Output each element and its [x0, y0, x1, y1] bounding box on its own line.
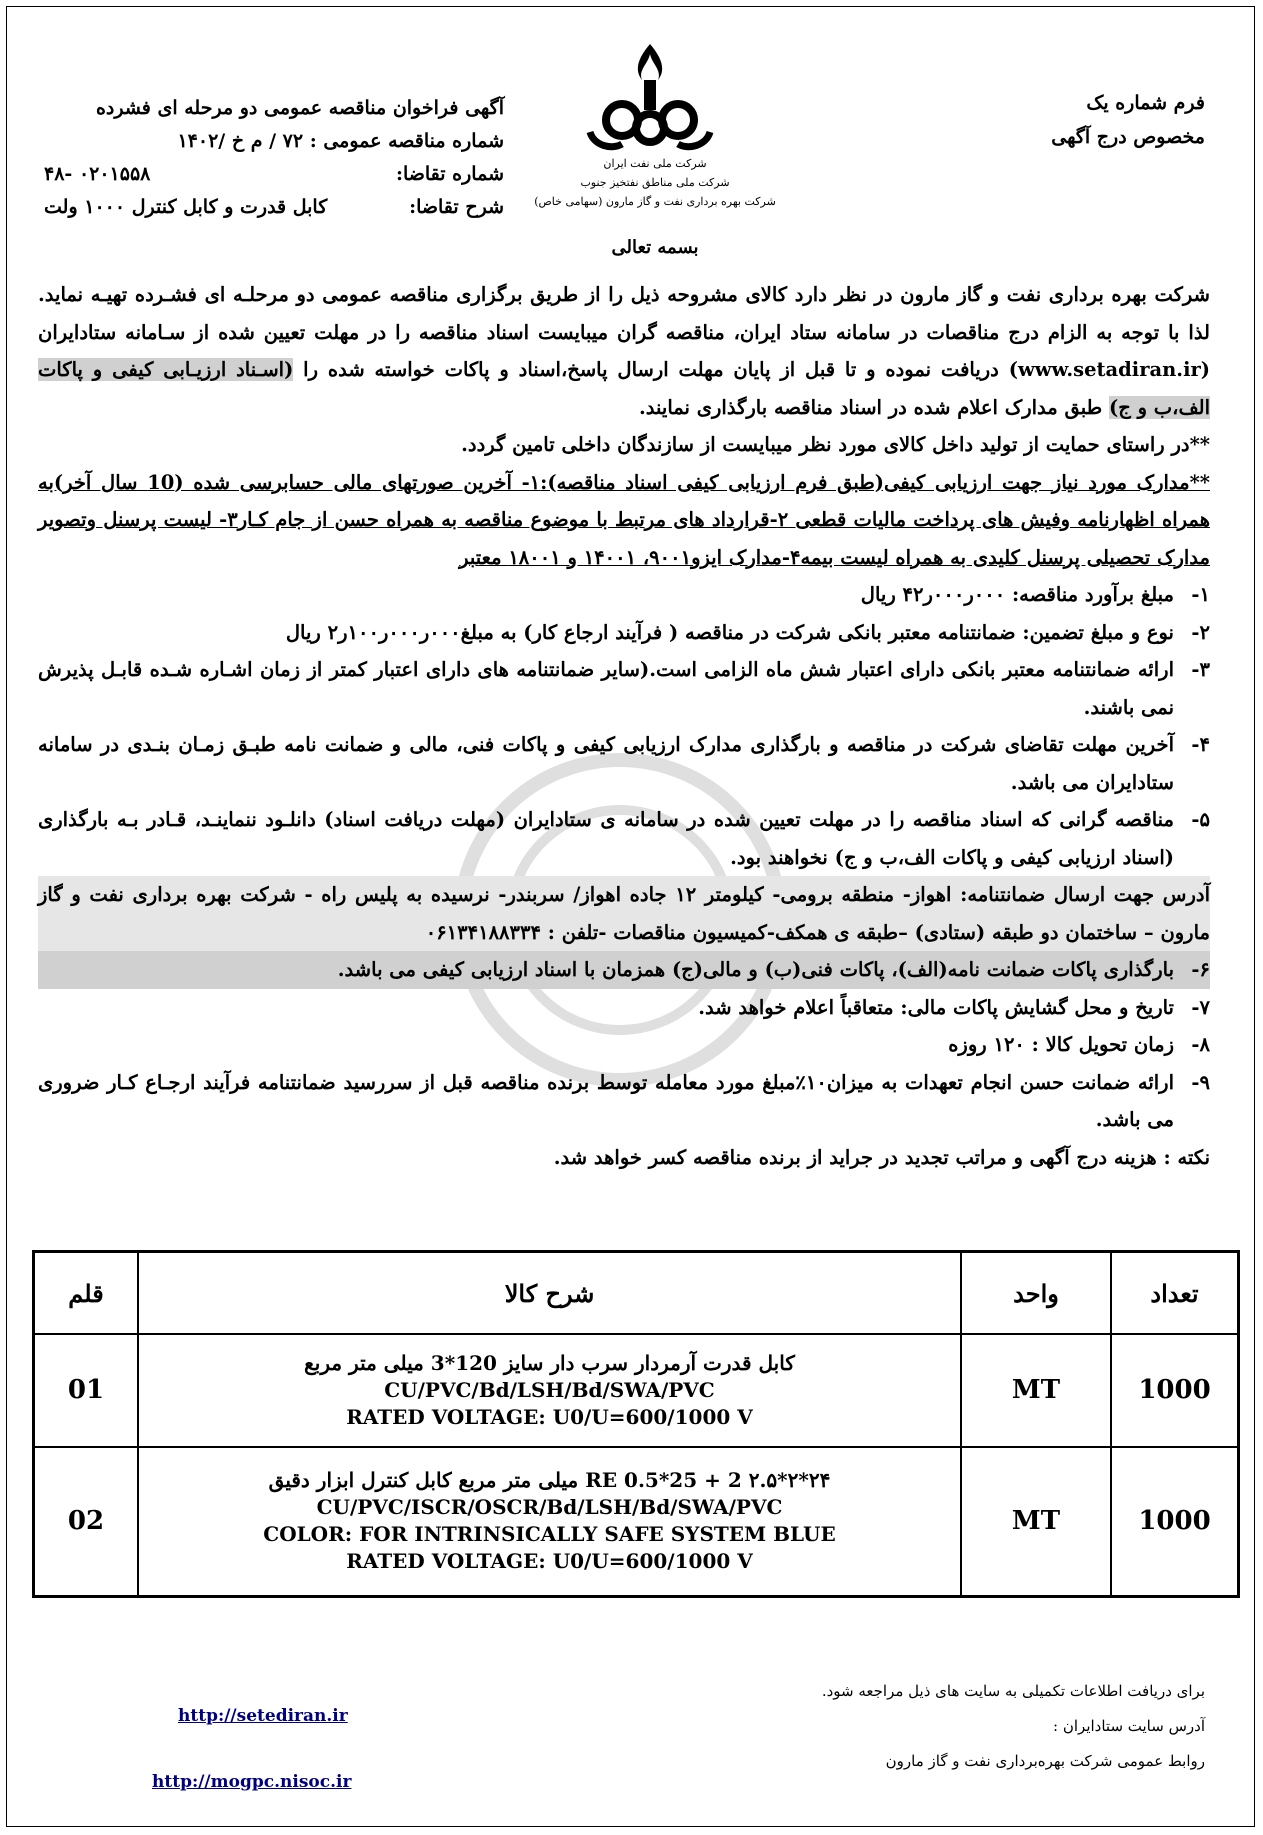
cell-desc: کابل قدرت آرمردار سرب دار سایز 120*3 میلی متر مربع CU/PVC/Bd/LSH/Bd/SWA/PVC RATED VOLTAGE: U0/U=600/1000 V [138, 1334, 961, 1447]
list-item: ۷- تاریخ و محل گشایش پاکات مالی: متعاقباً اعلام خواهد شد. [698, 995, 1210, 1019]
items-table [32, 1250, 1240, 1598]
conditions-list [38, 576, 1210, 876]
list-item: ۵- مناقصه گرانی که اسناد مناقصه را در مهلت تعیین شده در سامانه ی ستادایران (مهلت دریافت اسناد) دانلـود ننماینـد، قـادر بـه بارگذاری (اسناد ارزیابی کیفی و پاکات الف،ب و ج) نخواهند بود. [38, 808, 1210, 869]
org-line-1: شرکت ملی نفت ایران [603, 157, 707, 170]
table-header-row [34, 1252, 1239, 1335]
mogpc-link[interactable]: http://mogpc.nisoc.ir [152, 1772, 352, 1792]
cell-qty: 1000 [1111, 1447, 1239, 1597]
form-label [965, 86, 1205, 154]
header-desc: شرح کالا [138, 1252, 961, 1335]
request-label: شماره تقاضا: [395, 163, 504, 185]
list-item: ۸- زمان تحویل کالا : ۱۲۰ روزه [948, 1033, 1210, 1056]
conditions-list-2 [38, 951, 1210, 1139]
footer-line-1: برای دریافت اطلاعات تکمیلی به سایت های ذیل مراجعه شود. [821, 1682, 1205, 1700]
table-row [34, 1334, 1239, 1447]
cell-desc: ۲۴*۲*۲.۵ RE 0.5*25 + 2 میلی متر مربع کابل کنترل ابزار دقیق CU/PVC/ISCR/OSCR/Bd/LSH/Bd/SWA/PVC COLOR: FOR INTRINSICALLY SAFE SYSTEM BLUE RATED VOLTAGE: U0/U=600/1000 V [138, 1447, 961, 1597]
nioc-logo-icon [560, 36, 740, 156]
form-purpose: مخصوص درج آگهی [1051, 126, 1205, 148]
form-number: فرم شماره یک [1086, 92, 1205, 114]
intro-paragraph: شرکت بهره برداری نفت و گاز مارون در نظر دارد کالای مشروحه ذیل را از طریق برگزاری مناقصه عمومی دو مرحلـه ای فشـرده تهیـه نماید. لذا با توجه به الزام درج مناقصات در سامانه ستاد ایران، مناقصه گران میبایست اسناد مناقصه را در مهلت تعیین شده از سـامانه ستادایران (www.setadiran.ir) دریافت نموده و تا قبل از پایان مهلت ارسال پاسخ،اسناد و پاکات خواسته شده را (اسـناد ارزیـابی کیفی و پاکات الف،ب و ج) طبق مدارک اعلام شده در اسناد مناقصه بارگذاری نمایند. [38, 283, 1210, 419]
cell-code: 01 [34, 1334, 139, 1447]
tender-number: شماره مناقصه عمومی : ۷۲ / م خ /۱۴۰۲ [177, 130, 504, 152]
request-value: ۰۲۰۱۵۵۸ -۴۸ [44, 163, 151, 185]
list-item: ۲- نوع و مبلغ تضمین: ضمانتنامه معتبر بانکی شرکت در مناقصه ( فرآیند ارجاع کار) به مبلغ۰۰۰ر۰۰۰ر۱۰۰ر۲ ریال [285, 620, 1210, 644]
list-item: ۱- مبلغ برآورد مناقصه: ۰۰۰ر۰۰۰ر۴۲ ریال [860, 583, 1210, 606]
domestic-note: **در راستای حمایت از تولید داخل کالای مورد نظر میبایست از سازندگان داخلی تامین گردد. [461, 433, 1210, 456]
highlight-docs: (اسـناد ارزیـابی کیفی و پاکات الف،ب و ج) [38, 358, 1210, 419]
list-item: ۶- بارگذاری پاکات ضمانت نامه(الف)، پاکات فنی(ب) و مالی(ج) همزمان با اسناد ارزیابی کیفی می باشد. [38, 951, 1210, 989]
cell-qty: 1000 [1111, 1334, 1239, 1447]
request-desc-value: کابل قدرت و کابل کنترل ۱۰۰۰ ولت [44, 196, 328, 218]
basmala: بسمه تعالی [611, 237, 699, 258]
setadiran-link[interactable]: http://setediran.ir [178, 1706, 348, 1726]
footer-info [605, 1674, 1205, 1779]
footer-line-3: روابط عمومی شرکت بهره‌برداری نفت و گاز مارون [885, 1752, 1205, 1770]
cost-note: نکته : هزینه درج آگهی و مراتب تجدید در جراید از برنده مناقصه کسر خواهد شد. [553, 1145, 1210, 1169]
announcement-body [38, 276, 1210, 1176]
request-desc-row [44, 191, 504, 224]
request-desc-label: شرح تقاضا: [409, 196, 504, 218]
org-line-2: شرکت ملی مناطق نفتخیز جنوب [580, 176, 730, 189]
cell-unit: MT [961, 1447, 1111, 1597]
list-item: ۳- ارائه ضمانتنامه معتبر بانکی دارای اعتبار شش ماه الزامی است.(سایر ضمانتنامه های دارای اعتبار کمتر از زمان اشـاره شـده قابـل پذیرش نمی باشند. [38, 658, 1210, 719]
organization-names [520, 154, 790, 211]
org-line-3: شرکت بهره برداری نفت و گاز مارون (سهامی خاص) [534, 195, 776, 208]
header-code: قلم [34, 1252, 139, 1335]
header-unit: واحد [961, 1252, 1111, 1335]
tender-header [44, 92, 504, 224]
header-qty: تعداد [1111, 1252, 1239, 1335]
table-row [34, 1447, 1239, 1597]
tender-title: آگهی فراخوان مناقصه عمومی دو مرحله ای فشرده [95, 97, 504, 119]
list-item: ۹- ارائه ضمانت حسن انجام تعهدات به میزان۱۰٪مبلغ مورد معامله توسط برنده مناقصه قبل از سررسید ضمانتنامه فرآیند ارجـاع کـار ضروری می باشد. [38, 1070, 1210, 1131]
cell-unit: MT [961, 1334, 1111, 1447]
request-number-row [44, 158, 504, 191]
qualification-docs: **مدارک مورد نیاز جهت ارزیابی کیفی(طبق فرم ارزیابی کیفی اسناد مناقصه):۱- آخرین صورتهای مالی حسابرسی شده (10 سال آخر)به همراه اظهارنامه وفیش های پرداخت مالیات قطعی ۲-قرارداد های مرتبط با موضوع مناقصه به همراه حسن از جام کـار۳- لیست پرسنل وتصویر مدارک تحصیلی پرسنل کلیدی به همراه لیست بیمه۴-مدارک ایزو۹۰۰۱، ۱۴۰۰۱ و ۱۸۰۰۱ معتبر [38, 470, 1210, 569]
footer-line-2: آدرس سایت ستادایران : [1053, 1717, 1205, 1735]
list-item: ۴- آخرین مهلت تقاضای شرکت در مناقصه و بارگذاری مدارک ارزیابی کیفی و پاکات فنی، مالی و ضمانت نامه طبـق زمـان بنـدی در سامانه ستادایران می باشد. [38, 733, 1210, 794]
guarantee-address: آدرس جهت ارسال ضمانتنامه: اهواز- منطقه برومی- کیلومتر ۱۲ جاده اهواز/ سربندر- نرسیده به پلیس راه - شرکت بهره برداری نفت و گاز مارون – ساختمان دو طبقه (ستادی) –طبقه ی همکف-کمیسیون مناقصات -تلفن : ۰۶۱۳۴۱۸۸۳۳۴ [38, 876, 1210, 951]
cell-code: 02 [34, 1447, 139, 1597]
